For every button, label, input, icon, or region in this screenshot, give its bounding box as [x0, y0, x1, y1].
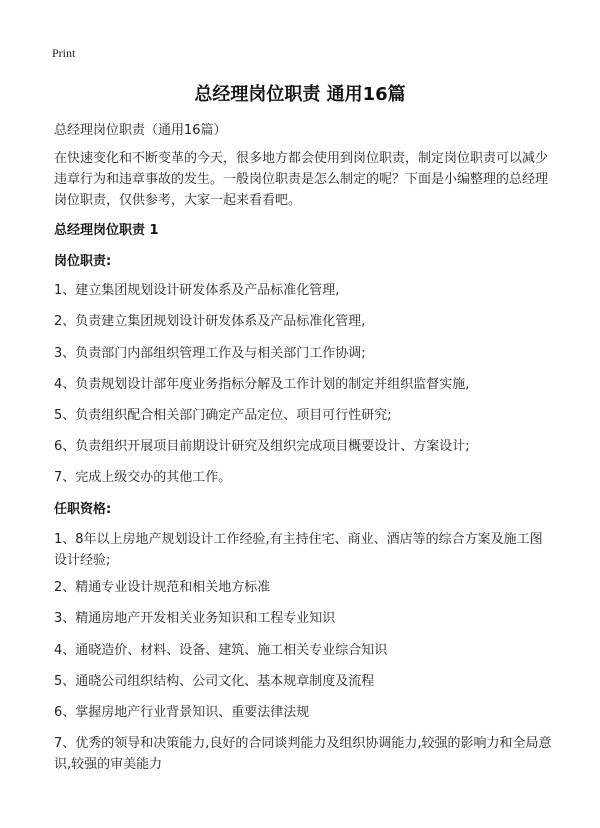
qualification-item: 6、掌握房地产行业背景知识、重要法律法规: [54, 705, 310, 720]
document-subtitle: 总经理岗位职责（通用16篇）: [54, 123, 227, 138]
print-link[interactable]: Print: [52, 46, 76, 60]
duty-item: 1、建立集团规划设计研发体系及产品标准化管理,: [54, 283, 340, 298]
page-title: 总经理岗位职责 通用16篇: [194, 84, 406, 105]
qualification-item: 4、通晓造价、材料、设备、建筑、施工相关专业综合知识: [54, 643, 388, 658]
duty-item: 3、负责部门内部组织管理工作及与相关部门工作协调;: [54, 346, 366, 361]
section-heading: 总经理岗位职责 1: [54, 223, 159, 238]
qualification-item: 2、精通专业设计规范和相关地方标准: [54, 580, 271, 595]
qualification-item: 7、优秀的领导和决策能力,良好的合同谈判能力及组织协调能力,较强的影响力和全局意识,较强的审美能力: [54, 736, 552, 772]
duty-item: 4、负责规划设计部年度业务指标分解及工作计划的制定并组织监督实施,: [54, 377, 470, 392]
duty-item: 5、负责组织配合相关部门确定产品定位、项目可行性研究;: [54, 408, 392, 423]
duty-item: 7、完成上级交办的其他工作。: [54, 470, 232, 485]
qualification-item: 5、通晓公司组织结构、公司文化、基本规章制度及流程: [54, 674, 375, 689]
duties-heading: 岗位职责:: [54, 254, 112, 269]
duty-item: 6、负责组织开展项目前期设计研究及组织完成项目概要设计、方案设计;: [54, 439, 470, 454]
duty-item: 2、负责建立集团规划设计研发体系及产品标准化管理,: [54, 314, 366, 329]
qualification-item: 3、精通房地产开发相关业务知识和工程专业知识: [54, 611, 336, 626]
intro-paragraph: 在快速变化和不断变革的今天，很多地方都会使用到岗位职责，制定岗位职责可以减少违章行为和违章事故的发生。一般岗位职责是怎么制定的呢？下面是小编整理的总经理岗位职责，仅供参考，大家一起来看看吧。: [54, 151, 549, 208]
qualifications-heading: 任职资格:: [54, 502, 112, 517]
qualification-item: 1、8年以上房地产规划设计工作经验,有主持住宅、商业、酒店等的综合方案及施工图设计经验;: [54, 532, 543, 568]
